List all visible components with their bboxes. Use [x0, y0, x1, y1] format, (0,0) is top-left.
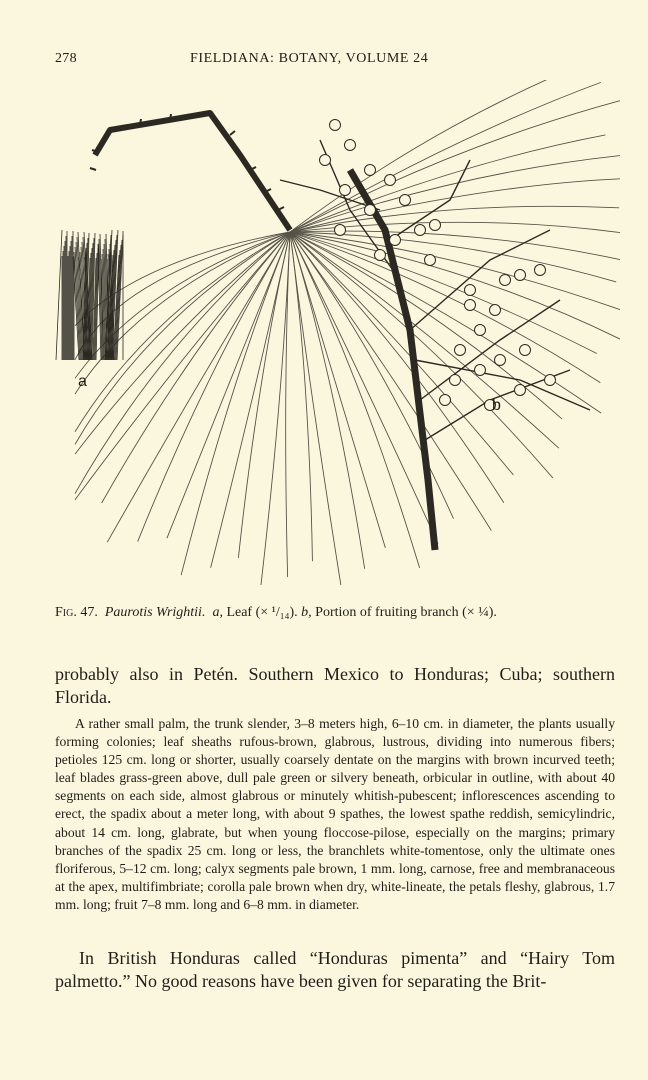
branchlet [410, 230, 550, 330]
fruit [545, 375, 556, 386]
caption-part-b-text: Portion of fruiting branch (× ¼). [311, 605, 497, 620]
palm-drawing [50, 80, 630, 600]
fibrous-leaf-sheath [56, 230, 123, 360]
fruit [475, 325, 486, 336]
leaf-segment [290, 232, 365, 569]
label-b: b [492, 397, 501, 414]
leaf-segment [290, 80, 576, 232]
leaf-segment [138, 232, 290, 542]
caption-fig-label: Fig. 47. [55, 605, 98, 620]
fruit [455, 345, 466, 356]
fruit [375, 250, 386, 261]
fruiting-branch [280, 140, 590, 550]
fruit [450, 375, 461, 386]
fruit [500, 275, 511, 286]
fruit [365, 165, 376, 176]
caption-part-a-text: Leaf (× ¹/₁₄). [222, 605, 302, 620]
caption-species: Paurotis Wrightii. [104, 605, 206, 620]
fruit [385, 175, 396, 186]
fruit [465, 300, 476, 311]
leaf-segment [290, 232, 616, 282]
figure-47-illustration [50, 80, 630, 600]
leaf-segment [102, 232, 290, 503]
caption-part-b-letter: b, [301, 605, 312, 620]
fruit [440, 395, 451, 406]
lead-paragraph: probably also in Petén. Southern Mexico to Honduras; Cuba; southern Florida. [55, 664, 615, 707]
fruit [320, 155, 331, 166]
fruit [335, 225, 346, 236]
fruit [365, 205, 376, 216]
branchlet [420, 300, 560, 400]
fruit [400, 195, 411, 206]
fruit [520, 345, 531, 356]
petiole [95, 113, 290, 230]
fruit [475, 365, 486, 376]
fruit [535, 265, 546, 276]
fruit [515, 270, 526, 281]
fruit [490, 305, 501, 316]
fruit [330, 120, 341, 131]
fruit [515, 385, 526, 396]
label-a: a [78, 373, 87, 390]
running-head: FIELDIANA: BOTANY, VOLUME 24 [190, 51, 429, 66]
sheath-fiber [56, 230, 62, 360]
vernacular-names-paragraph: In British Honduras called “Honduras pimenta” and “Hairy Tom palmetto.” No good reasons have been given for separating the Brit- [55, 948, 615, 991]
leaf-segment [290, 232, 620, 339]
page-number: 278 [55, 51, 77, 66]
leaf-blade-segments [75, 80, 620, 585]
leaf-segment [290, 232, 312, 561]
fruit [345, 140, 356, 151]
leaf-segment [290, 232, 491, 530]
description-paragraph: A rather small palm, the trunk slender, 3–8 meters high, 6–10 cm. in diameter, the plants usually forming colonies; leaf sheaths rufous-brown, glabrous, lustrous, dividing into numerous fibers; petioles 125 cm. long or shorter, usually coarsely dentate on the margins with brown incurved teeth; leaf blades grass-green above, dull pale green or silvery beneath, orbicular in outline, with about 40 segments on each side, almost glabrous or minutely whitish-pubescent; inflorescences ascending to erect, the spadix about a meter long, with about 9 spathes, the lowest spathe reddish, semicylindric, about 14 cm. long, glabrate, but when young floccose-pilose, especially on the margins; primary branches of the spadix 25 cm. long or less, the branchlets white-tomentose, only the ultimate ones floriferous, 5–12 cm. long; calyx segments pale brown, 1 mm. long, carnose, free and membranaceous at the apex, multifimbriate; corolla pale brown when dry, white-lineate, the petals fleshy, glabrous, 1.7 mm. long; fruit 7–8 mm. long and 6–8 mm. in diameter. [55, 716, 615, 912]
fruit [425, 255, 436, 266]
fruit [465, 285, 476, 296]
caption-part-a-letter: a, [212, 605, 223, 620]
fruit [495, 355, 506, 366]
leaf-segment [238, 232, 290, 558]
fruit [390, 235, 401, 246]
leaf-segment [290, 82, 601, 232]
fruit [430, 220, 441, 231]
leaf-segment [290, 232, 559, 448]
fruit [415, 225, 426, 236]
fruit [340, 185, 351, 196]
leaf-segment [290, 232, 597, 353]
leaf-segment [167, 232, 290, 538]
figure-caption [55, 604, 615, 621]
